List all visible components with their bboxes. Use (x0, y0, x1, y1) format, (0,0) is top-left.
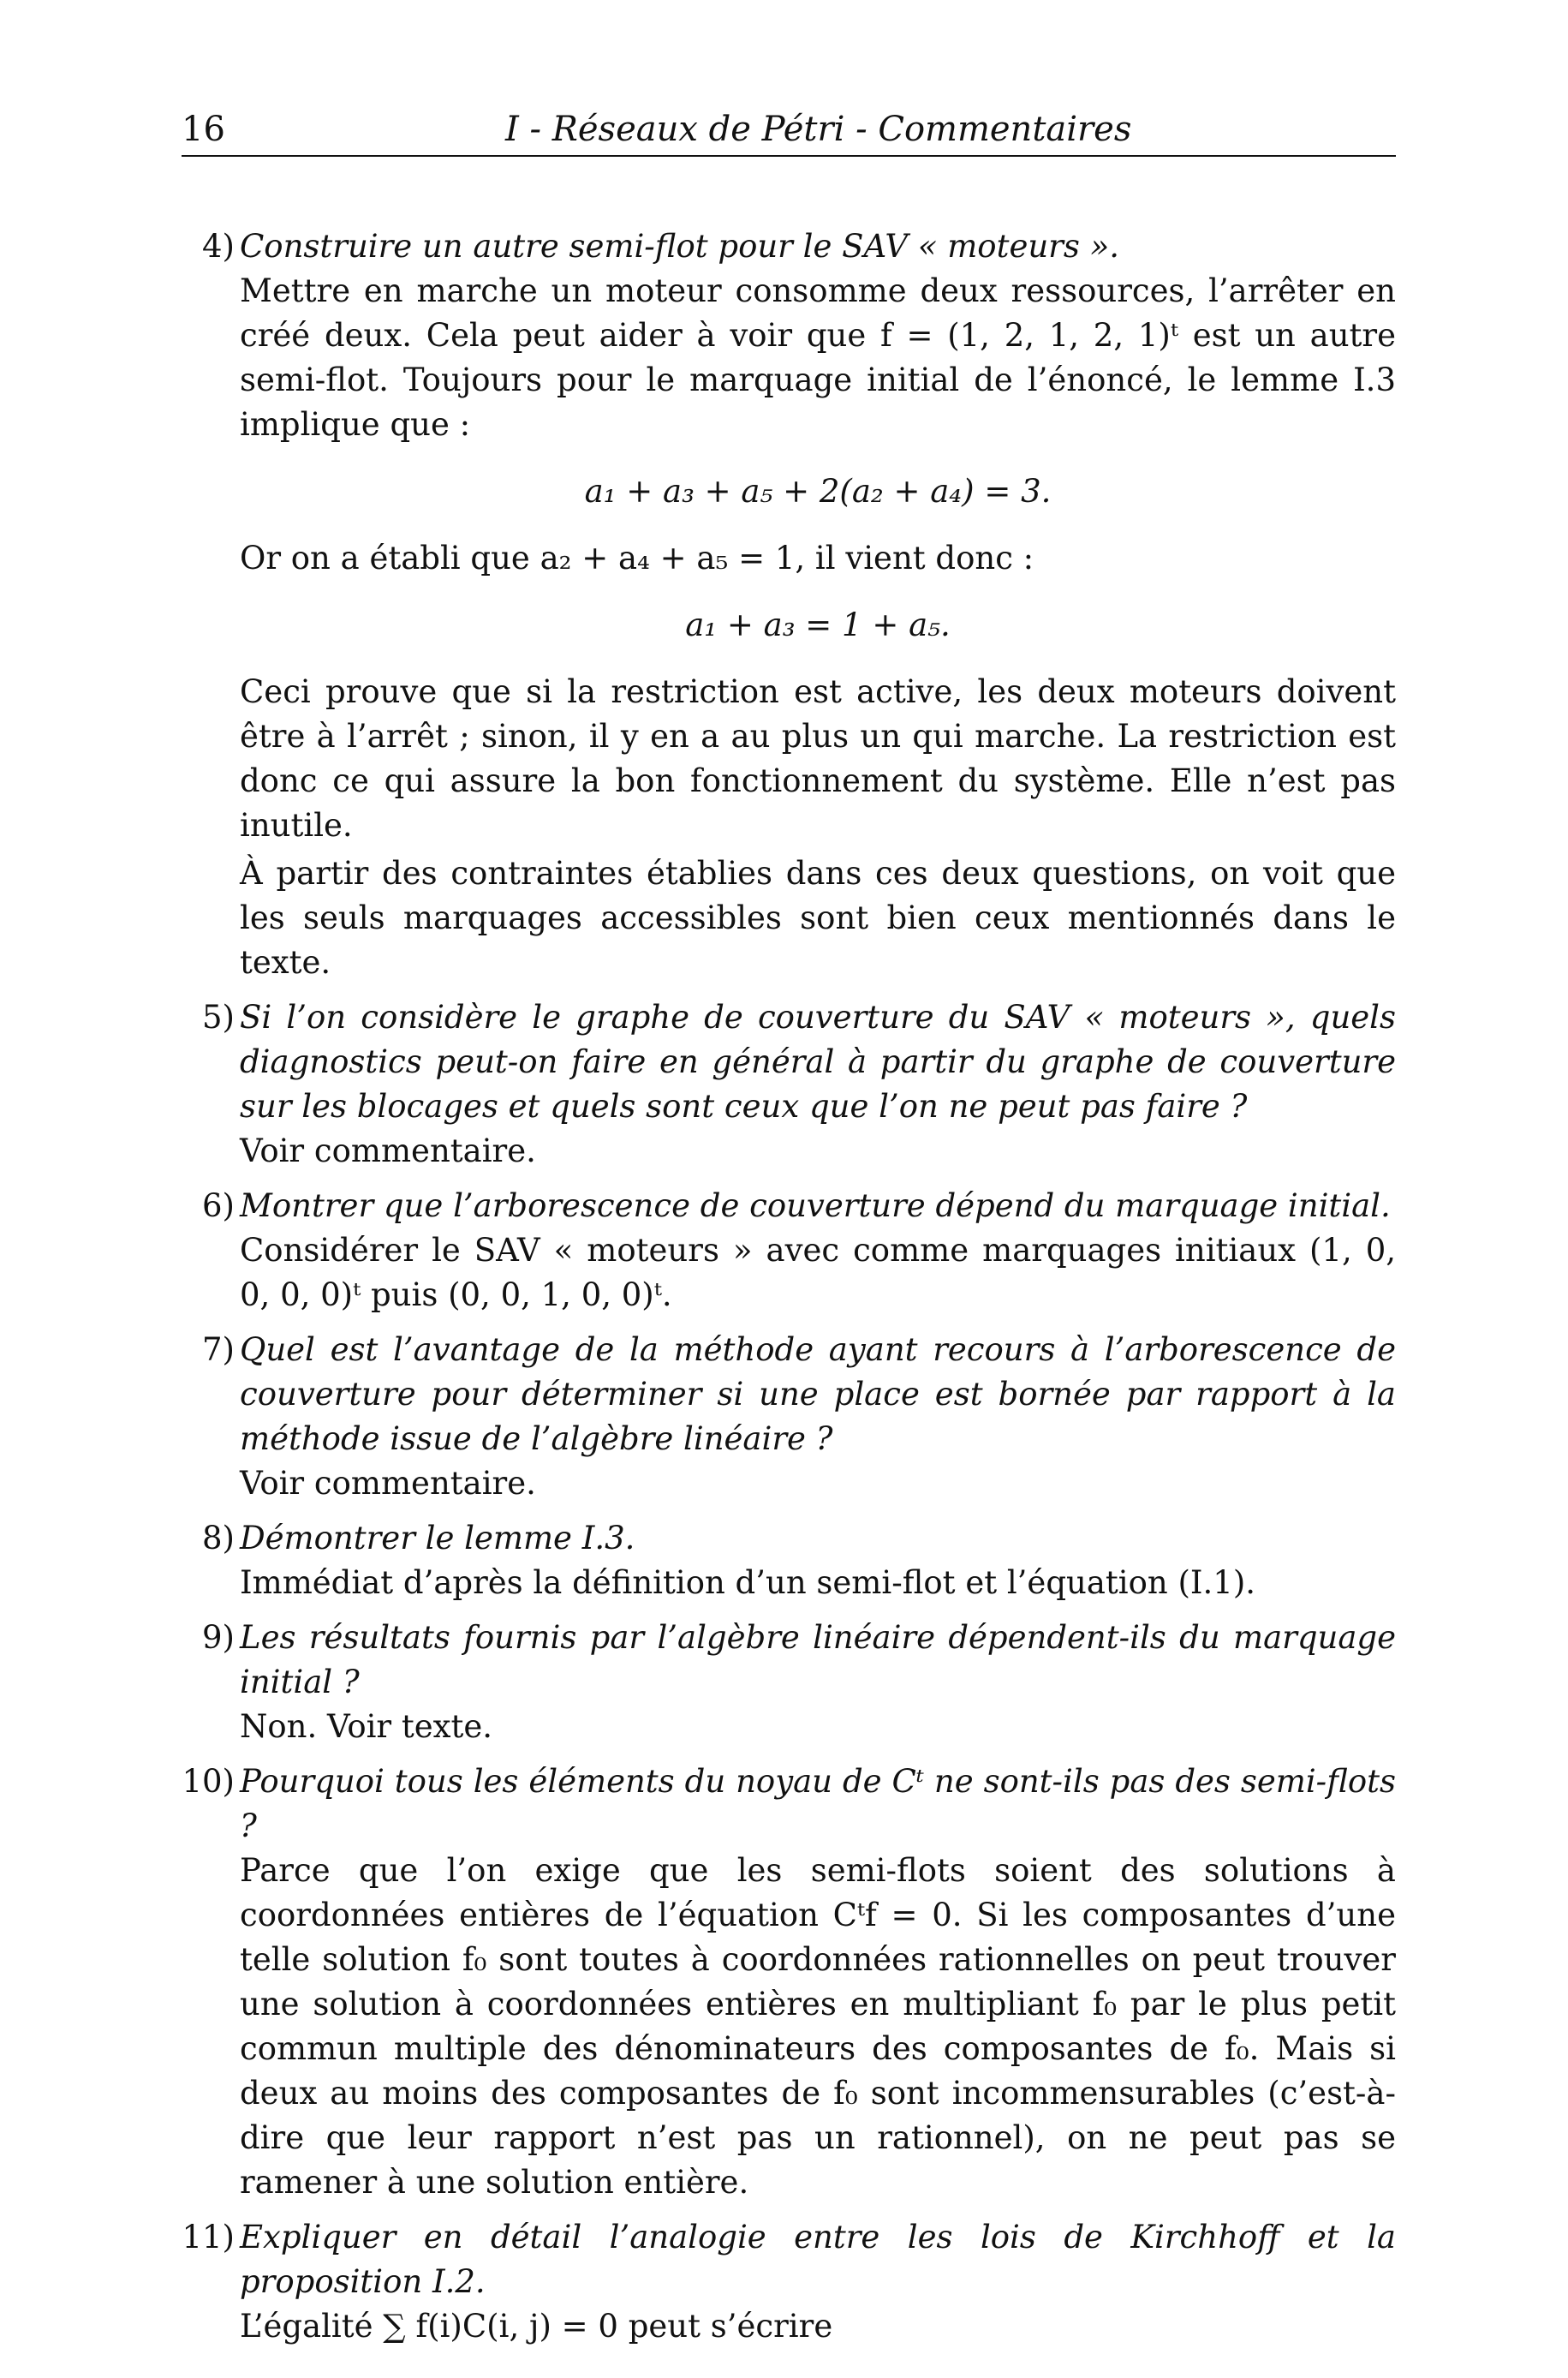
exercise-number: 4) (202, 228, 235, 265)
running-title: I - Réseaux de Pétri - Commentaires (505, 110, 1132, 149)
exercise-number: 10) (182, 1763, 235, 1800)
exercise-question: Quel est l’avantage de la méthode ayant recours à l’arborescence de couverture pour déterminer si une place est bornée par rapport à la méthode issue de l’algèbre linéaire ? (240, 1331, 1396, 1457)
exercise-number: 5) (202, 999, 235, 1036)
exercise-question: Expliquer en détail l’analogie entre les lois de Kirchhoff et la proposition I.2. (240, 2219, 1396, 2300)
page-number: 16 (182, 110, 225, 149)
exercise-question: Pourquoi tous les éléments du noyau de Cᵗ ne sont-ils pas des semi-flots ? (240, 1763, 1396, 1844)
page-body (163, 224, 1396, 2359)
exercise-answer: L’égalité ∑ f(i)C(i, j) = 0 peut s’écrire (240, 2308, 833, 2345)
equation: a₁ + a₃ = 1 + a₅. (685, 606, 951, 643)
exercise-answer: Voir commentaire. (240, 1465, 536, 1502)
page-header (182, 110, 1396, 154)
exercise-answer: Parce que l’on exige que les semi-flots soient des solutions à coordonnées entières de l’équation Cᵗf = 0. Si les composantes d’une telle solution f₀ sont toutes à coordonnées rationnelles on peut trouver une solution à coordonnées entières en multipliant f₀ par le plus petit commun multiple des dénominateurs des composantes de f₀. Mais si deux au moins des composantes de f₀ sont incommensurables (c’est-à-dire que leur rapport n’est pas un rationnel), on ne peut pas se ramener à une solution entière. (240, 1852, 1396, 2201)
exercise-question: Montrer que l’arborescence de couverture dépend du marquage initial. (240, 1187, 1391, 1224)
exercise-7 (163, 1328, 1396, 1506)
exercise-10 (163, 1760, 1396, 2205)
exercise-question: Construire un autre semi-flot pour le SAV « moteurs ». (240, 228, 1120, 265)
header-rule (182, 155, 1396, 157)
exercise-number: 11) (182, 2219, 235, 2256)
exercise-number: 6) (202, 1187, 235, 1224)
exercise-answer: Considérer le SAV « moteurs » avec comme marquages initiaux (1, 0, 0, 0, 0)ᵗ puis (0, 0, 1, 0, 0)ᵗ. (240, 1232, 1396, 1313)
exercise-answer: Ceci prouve que si la restriction est active, les deux moteurs doivent être à l’arrêt ; sinon, il y en a au plus un qui marche. La restriction est donc ce qui assure la bon fonctionnement du système. Elle n’est pas inutile. (240, 673, 1396, 844)
exercise-answer: Or on a établi que a₂ + a₄ + a₅ = 1, il vient donc : (240, 540, 1034, 577)
exercise-8 (163, 1516, 1396, 1605)
exercise-question: Démontrer le lemme I.3. (240, 1520, 635, 1556)
exercise-question: Si l’on considère le graphe de couverture du SAV « moteurs », quels diagnostics peut-on faire en général à partir du graphe de couverture sur les blocages et quels sont ceux que l’on ne peut pas faire ? (240, 999, 1396, 1125)
exercise-4 (163, 224, 1396, 985)
exercise-6 (163, 1184, 1396, 1317)
exercise-number: 8) (202, 1520, 235, 1556)
exercise-5 (163, 995, 1396, 1174)
exercise-number: 7) (202, 1331, 235, 1368)
exercise-answer: Mettre en marche un moteur consomme deux ressources, l’arrêter en créé deux. Cela peut aider à voir que f = (1, 2, 1, 2, 1)ᵗ est un autre semi-flot. Toujours pour le marquage initial de l’énoncé, le lemme I.3 implique que : (240, 272, 1396, 443)
equation: a₁ + a₃ + a₅ + 2(a₂ + a₄) = 3. (584, 473, 1052, 510)
exercise-answer: Voir commentaire. (240, 1132, 536, 1169)
exercise-question: Les résultats fournis par l’algèbre linéaire dépendent-ils du marquage initial ? (240, 1619, 1396, 1700)
exercise-answer: À partir des contraintes établies dans ces deux questions, on voit que les seuls marquages accessibles sont bien ceux mentionnés dans le texte. (240, 855, 1396, 981)
exercise-answer: Immédiat d’après la définition d’un semi-flot et l’équation (I.1). (240, 1564, 1256, 1601)
exercise-number: 9) (202, 1619, 235, 1656)
exercise-9 (163, 1616, 1396, 1749)
exercise-11 (163, 2215, 1396, 2349)
exercise-answer: Non. Voir texte. (240, 1708, 493, 1745)
